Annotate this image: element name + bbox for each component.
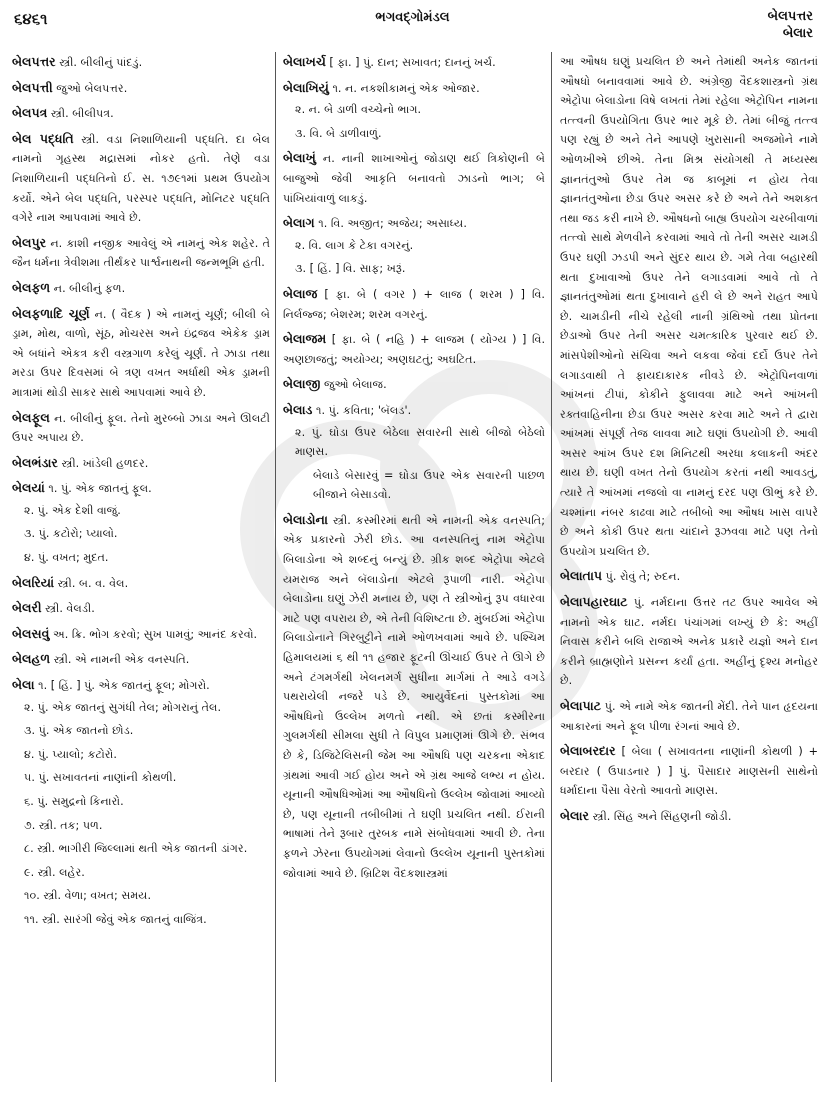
definition: ન. બીલીનું ફૂલ. તેનો મુરબ્બો ઝાડા અને ઊલટી ઉપર અપાય છે.: [12, 411, 270, 445]
headword: બેલાજમ: [283, 331, 327, 347]
dictionary-entry: [12, 408, 270, 448]
page-header: [0, 0, 825, 50]
sense: ૫. પું. સખાવતનાં નાણાંની કોથળી.: [24, 771, 177, 785]
definition: પું. નર્મદાના ઉત્તર તટ ઉપર આવેલ એ નામનો એક ઘાટ. નર્મદા પંચાંગમાં લખ્યું છે કે: અહીં નિવાસ કરીને બલિ રાજાએ અનેક પ્રકારે યજ્ઞો અને દાન કરીને બ્રાહ્મણોને પ્રસન્ન કર્યાં હતા. અહીંનું દૃશ્ય મનોહર છે.: [560, 596, 818, 688]
dictionary-entry: [283, 52, 545, 73]
headword: બેલાજી: [283, 376, 321, 392]
dictionary-entry: [12, 573, 270, 594]
sense: ૩. પું. કટોરો; પ્યાલો.: [24, 527, 118, 541]
headword: બેલાખિયું: [283, 79, 329, 95]
dictionary-entry: [12, 278, 270, 299]
dictionary-entry: [12, 103, 270, 124]
column-2: [283, 52, 545, 1092]
sense: ૬. પું. સમુદ્રનો કિનારો.: [24, 795, 124, 808]
sense: ૨. પું. એક જાતનું સુગંધી તેલ; મોગરાનું તેલ.: [24, 700, 222, 714]
headword: બેલપત્તી: [12, 79, 53, 95]
headword: બેલફળ: [12, 279, 51, 295]
headword: બેલપત્ર: [12, 105, 48, 121]
dictionary-entry: [283, 284, 545, 324]
sense: ૨. વિ. લાગ કે ટેકા વગરનું.: [295, 238, 414, 252]
definition: જુઓ બેલપત્તર.: [56, 81, 128, 95]
definition: ૧. વિ. અજીત; અજેય; અસાધ્ય.: [318, 217, 467, 231]
definition: અ. ક્રિ. ભોગ કરવો; સુખ પામવું; આનંદ કરવો.: [52, 627, 258, 641]
sense: ૪. પું. વખત; મુદત.: [24, 551, 109, 565]
sense: ૩. વિ. બે ડાળીવાળું.: [295, 126, 382, 140]
dictionary-entry: [12, 649, 270, 670]
sense: ૨. પું. એક દેશી વાજું.: [24, 503, 121, 517]
dictionary-entry: [283, 400, 545, 505]
definition: ન. ( વૈદક ) એ નામનું ચૂર્ણ; બીલી બે ડ્રામ, મોથ, વાળો, સૂંઠ, મોચરસ અને ઇંદ્રજવ એકેક ડ્રામ એ બધાંને એકત્ર કરી વસ્ત્રગાળ કરેલું ચૂર્ણ. તે ઝાડા તથા મરડા ઉપર દિવસમાં બે ત્રણ વખત અર્ધાથી એક ડ્રામની માત્રામાં થોડી સાકર સાથે આપવામાં આવે છે.: [12, 307, 270, 399]
headword: બેલાખું: [283, 150, 316, 166]
guide-word-first: બેલપત્તર: [767, 9, 813, 24]
headword: બેલપુર: [12, 234, 47, 250]
dictionary-entry: [560, 741, 818, 801]
guide-words: [768, 8, 813, 42]
usage-example: બેલાડે બેસારવું = ઘોડા ઉપર એક સવારની પાછળ બીજાને બેસાડવો.: [313, 468, 545, 502]
definition: પું. રોવું તે; રુદન.: [605, 570, 681, 584]
definition: સ્ત્રી. બીલીનું પાંદડું.: [59, 56, 143, 69]
headword: બેલાડોના: [283, 511, 328, 527]
dictionary-entry: [560, 806, 818, 827]
definition: સ્ત્રી. બ. વ. વેલ.: [57, 576, 129, 590]
sense: ૧૦. સ્ત્રી. વેળા; વખત; સમય.: [24, 889, 152, 903]
dictionary-entry: [12, 233, 270, 273]
headword: બેલપત્તર: [12, 54, 56, 69]
dictionary-entry: [560, 592, 818, 691]
definition: ૧. પું. એક જાતનું ફૂલ.: [48, 482, 152, 496]
sense: ૩. પું. એક જાતનો છોડ.: [24, 724, 134, 738]
dictionary-entry: [12, 478, 270, 567]
headword: બેલાપાટ: [560, 698, 602, 713]
definition: સ્ત્રી. વેલડી.: [45, 602, 95, 616]
headword: બેલાતાપ: [560, 568, 603, 584]
headword: બેલફળાદિ ચૂર્ણ: [12, 305, 90, 321]
headword: બેલાજ: [283, 285, 318, 301]
dictionary-entry: [12, 598, 270, 619]
column-3: [560, 52, 818, 1092]
headword: બેલયાં: [12, 480, 45, 496]
dictionary-entry: [283, 78, 545, 144]
sense: ૪. પું. પ્યાલો; કટોરો.: [24, 747, 117, 761]
headword: બેલસવું: [12, 625, 50, 641]
guide-word-last: બેલાર: [782, 26, 813, 41]
dictionary-entry: [12, 78, 270, 99]
sense: ૨. ન. બે ડાળી વચ્ચેનો ભાગ.: [295, 103, 422, 117]
dictionary-entry: [283, 329, 545, 369]
definition: [ ફા. બે ( વગર ) + લાજ ( શરમ ) ] વિ. નિર્લજ્જ; બેશરમ; શરમ વગરનું.: [283, 287, 545, 321]
sense: ૧૧. સ્ત્રી. સારંગી જેવું એક જાતનું વાજિંત્ર.: [24, 912, 207, 926]
headword: બેલફૂલ: [12, 409, 50, 425]
dictionary-entry: [283, 148, 545, 208]
dictionary-entry: [283, 213, 545, 279]
dictionary-columns: [0, 52, 825, 1092]
definition: ન. કાશી નજીક આવેલું એ નામનું એક શહેર. તે જૈન ધર્મના ત્રેવીશમા તીર્થંકર પાર્શ્વનાથની જન્મભૂમિ હતી.: [12, 236, 270, 270]
headword: બેલભંડાર: [12, 454, 58, 470]
definition: સ્ત્રી. સિંહ અને સિંહણની જોડી.: [592, 809, 732, 823]
sense: ૭. સ્ત્રી. તક; પળ.: [24, 818, 103, 832]
dictionary-entry: [283, 510, 545, 883]
headword: બેલાપહારઘાટ: [560, 594, 628, 610]
headword: બેલાબરદાર: [560, 743, 616, 759]
sense: ૩. [ હિં. ] વિ. સાફ; ખરૂં.: [295, 262, 406, 276]
column-1: [12, 52, 270, 1092]
dictionary-entry: [12, 675, 270, 930]
definition: ૧. પું. કવિતા; 'બૅલડ'.: [315, 403, 412, 417]
book-title: ભગવદ્ગોમંડલ: [375, 10, 450, 25]
definition: [ ફા. ] પું. દાન; સખાવત; દાનનું ખર્ચ.: [329, 56, 496, 69]
definition: ૧. [ હિં. ] પું. એક જાતનું ફૂલ; મોગરો.: [38, 679, 210, 693]
dictionary-entry: [12, 129, 270, 228]
headword: બેલરિયાં: [12, 574, 55, 590]
definition: સ્ત્રી. એ નામની એક વનસ્પતિ.: [53, 653, 190, 667]
dictionary-entry: [560, 696, 818, 736]
definition: સ્ત્રી. કસ્મીરમાં થતી એ નામની એક વનસ્પતિ; એક પ્રકારનો ઝેરી છોડ. આ વનસ્પતિનું નામ એટ્રોપા બિલાડોના એ શબ્દનું બન્યું છે. ગ્રીક શબ્દ એટ્રોપા એટલે યમરાજ અને બૅલાડોના એટલે રૂપાળી નારી. એટ્રોપા બેલાડોના ઘણું ઝેરી મનાય છે, પણ તે સ્ત્રીઓનું રૂપ વધારવા માટે પણ વપરાય છે, એ તેની વિશિષ્ટતા છે. મુંબઈમાં એટ્રોપા બિલાડોનાને ગિરબુટ્ટીને નામે ઓળખવામાં આવે છે. પશ્ચિમ હિમાલયમાં ૬ થી ૧૧ હજાર ફૂટની ઊંચાઈ ઉપર તે ઊગે છે અને ટંગમર્ગથી ખેલનમર્ગ સુધીના માર્ગમાં તે આડે વગડે પથરાયેલી નજરે પડે છે. આયુર્વેદનાં પુસ્તકોમાં આ ઔષધિનો ઉલ્લેખ મળતો નથી. એ છતાં કસ્મીરના ગુલમર્ગથી સીમલા સુધી તે વિપુલ પ્રમાણમાં ઊગે છે. સંભવ છે કે, ડિજિટેલિસની જેમ આ ઔષધિ પણ ચરકના એકાદ ગ્રંથમાં આવી ગઈ હોય અને એ ગ્રંથ આજે લભ્ય ન હોય. યૂનાની ઔષધિઓમાં આ ઔષધિનો ઉલ્લેખ જોવામાં આવ્યો છે, પણ યૂનાની તબીબીમાં તે ઘણી પ્રચલિત નથી. ઈરાની ભાષામાં તેને રૂબાર તુરબક નામે સંબોધવામાં આવી છે. તેના ફળને ઝેરના ઉપયોગમાં લેવાનો ઉલ્લેખ યૂનાની પુસ્તકોમાં જોવામાં આવે છે. બ્રિટિશ વૈદકશાસ્ત્રમાં: [283, 513, 545, 880]
headword: બેલહળ: [12, 651, 51, 667]
definition: સ્ત્રી. વડા નિશાળિયાની પદ્ધતિ. દા બેલ નામનો ગૃહસ્થ મદ્રાસમાં નોકર હતો. તેણે વડા નિશાળિયાની પદ્ધતિનો ઈ. સ. ૧૭૯૧માં પ્રથમ ઉપયોગ કર્યો. એને બેલ પદ્ધતિ, પરસ્પર પદ્ધતિ, મોનિટર પદ્ધતિ વગેરે નામ આપવામાં આવે છે.: [12, 132, 270, 225]
sense: ૯. સ્ત્રી. લહેર.: [24, 865, 85, 879]
definition: [ ફા. બે ( નહિ ) + લાજમ ( યોગ્ય ) ] વિ. અણછાજતું; અયોગ્ય; અણઘટતું; અઘટિત.: [283, 333, 545, 366]
definition: ૧. ન. નકશીકામનું એક ઓજાર.: [332, 81, 480, 95]
headword: બેલાડ: [283, 401, 313, 417]
sense: ૨. પું. ઘોડા ઉપર બેઠેલા સવારની સાથે બીજો બેઠેલો માણસ.: [295, 425, 545, 459]
headword: બેલાર: [560, 807, 590, 823]
dictionary-entry: [560, 566, 818, 587]
dictionary-entry: [12, 52, 270, 73]
dictionary-entry: [283, 374, 545, 395]
headword: બેલરી: [12, 600, 42, 616]
definition: ન. નાની શાખાઓનું જોડાણ થઈ ત્રિકોણની બે બાજુઓ જેવી આકૃતિ બનાવતો ઝાડનો ભાગ; બે પાંખિયાંવાળું લાકડું.: [283, 152, 545, 205]
headword: બેલાગ: [283, 215, 315, 231]
dictionary-entry: [12, 304, 270, 403]
definition: ન. બીલીનું ફળ.: [53, 281, 126, 295]
headword: બેલાખર્ચ: [283, 54, 326, 69]
definition: સ્ત્રી. બીલીપત્ર.: [50, 107, 114, 121]
dictionary-entry: [12, 624, 270, 645]
definition: પું. એ નામે એક જાતની મેંદી. તેને પાન હૃદયના આકારનાં અને ફૂલ પીળા રંગનાં આવે છે.: [560, 700, 818, 733]
definition: સ્ત્રી. ખાંડેલી હળદર.: [61, 456, 149, 470]
dictionary-entry: [12, 453, 270, 474]
definition: જુઓ બેલાજ.: [323, 378, 387, 392]
definition: [ બેલા ( સખાવતના નાણાંની કોથળી ) + બરદાર ( ઉપાડનાર ) ] પું. પૈસાદાર માણસની સાથેનો ધર્માદાના પૈસા વેરતો આવતો માણસ.: [560, 745, 818, 798]
sense: ૮. સ્ત્રી. ભાગીરી જિલ્લામાં થતી એક જાતની ડાંગર.: [24, 842, 248, 856]
page-number: ૬૪૬૧: [14, 10, 48, 28]
continued-definition: આ ઔષધ ઘણું પ્રચલિત છે અને તેમાંથી અનેક જાતનાં ઔષધો બનાવવામાં આવે છે. અંગ્રેજી વૈદકશાસ્ત્રનો ગ્રંથ એટ્રોપા બેલાડોના વિષે લખતાં તેમાં રહેલા એટ્રોપિન નામના તત્ત્વની ઉપયોગિતા ઉપર ભાર મૂકે છે. તેમાં બીજું તત્ત્વ પણ રહ્યું છે અને તેને આપણે ખુરાસાની અજમોને નામે ઓળખીએ છીએ. તેના મિશ્ર સંયોગથી તે મધ્યસ્થ જ્ઞાનતંતુઓ ઉપર તેમ જ કાબૂમાં ન હોય તેવા જ્ઞાનતંતુઓના છેડા ઉપર અસર કરે છે અને તેને અશક્ત તથા જડ કરી નાખે છે. ઔષધનો બાહ્ય ઉપયોગ ચરબીવાળાં તત્ત્વો સાથે મેળવીને કરવામાં આવે તો તેની અસર ચામડી ઉપર ઘણી ઝડપી અને સુંદર થાય છે. ગમે તેવા બહારથી થતા દુખાવાઓ ઉપર તેને લગાડવામાં આવે તો તે જ્ઞાનતંતુઓમાં થતા દુખાવાને હરી લે છે અને રાહત આપે છે. ચામડીની નીચે રહેલી નાની ગ્રંથિઓ તથા પ્રોતના છેડાઓ ઉપર તેની અસર ચમત્કારિક પુરવાર થઈ છે. માંસપેશીઓનો સંચિવા અને લકવા જેવાં દર્દો ઉપર તેને લગાડવાથી તે ફાયદાકારક નીવડે છે. એટ્રોપિનવાળાં આંખનાં ટીપાં, કોકીને ફુલાવવા માટે અને આંખની રક્તવાહિનીના છેડા ઉપર અસર કરવા માટે અને તે દ્વારા આંખમાં સંપૂર્ણ તેજ લાવવા માટે ઘણાં ઉપયોગી છે. આવી અસર આંખ ઉપર દશ મિનિટથી અરધા કલાકની અંદર થાય છે. ઘણી વખત તેનો ઉપયોગ કરતાં નથી આવડતું, ત્યારે તે આંખમાં નજલો વા નામનું દરદ પણ ઊભું કરે છે. ચશ્માંના નંબર કાઢવા માટે તબીબો આ ઔષધ ખાસ વાપરે છે અને કોકી ઉપર થતા ચાંદાને રૂઝવવા માટે પણ તેનો ઉપયોગ પ્રચલિત છે.: [560, 55, 818, 558]
headword: બેલા: [12, 677, 35, 693]
headword: બેલ પદ્ધતિ: [12, 130, 74, 146]
